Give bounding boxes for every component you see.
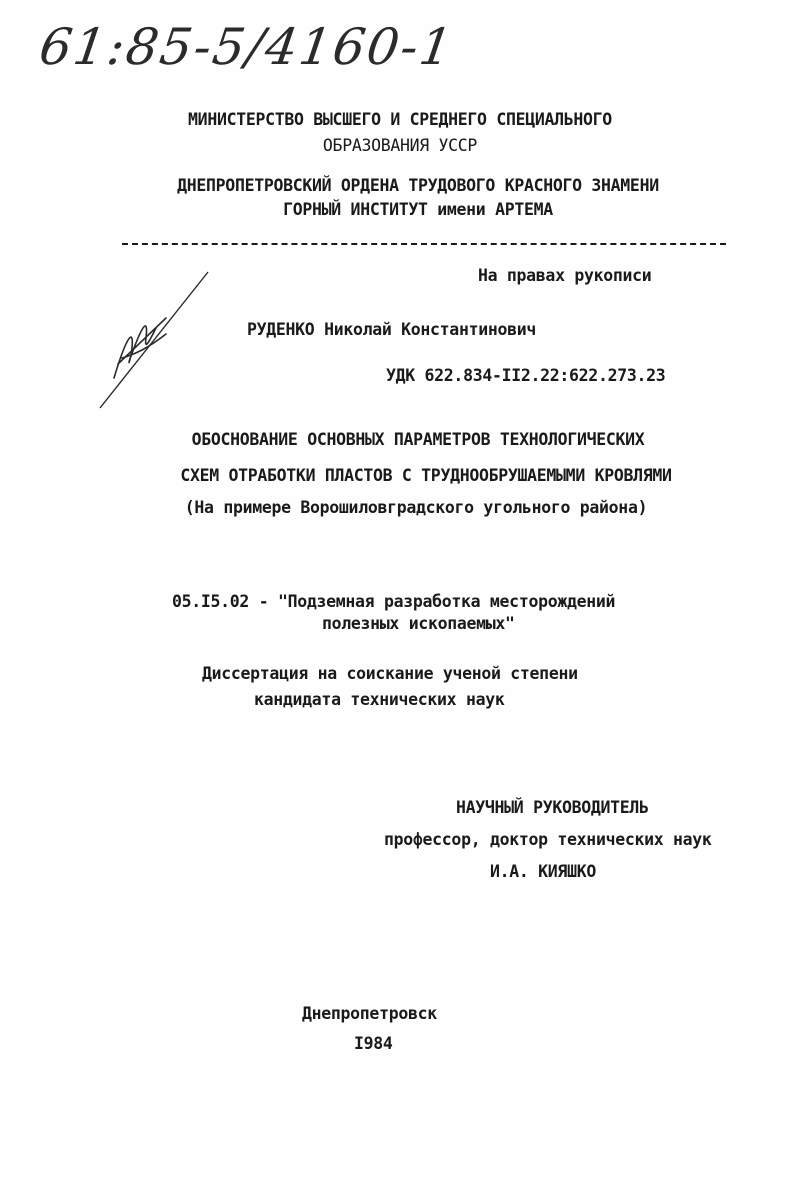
degree-line-2: кандидата технических наук	[254, 690, 505, 709]
specialty-line-2: полезных ископаемых"	[322, 614, 515, 633]
city: Днепропетровск	[302, 1004, 437, 1023]
horizontal-rule	[122, 243, 726, 245]
ministry-line-1: МИНИСТЕРСТВО ВЫСШЕГО И СРЕДНЕГО СПЕЦИАЛЬНОГО	[188, 110, 612, 129]
handwritten-archive-code: 61:85-5/4160-1	[35, 18, 458, 76]
year: I984	[354, 1034, 393, 1053]
specialty-line-1: 05.I5.02 - "Подземная разработка месторождений	[172, 592, 616, 611]
author-name: РУДЕНКО Николай Константинович	[247, 320, 537, 339]
degree-line-1: Диссертация на соискание ученой степени	[202, 664, 578, 683]
institute-line-2: ГОРНЫЙ ИНСТИТУТ имени АРТЕМА	[283, 200, 553, 219]
supervisor-heading: НАУЧНЫЙ РУКОВОДИТЕЛЬ	[456, 798, 649, 817]
signature-icon	[96, 268, 216, 413]
manuscript-rights: На правах рукописи	[478, 266, 652, 285]
ministry-line-2: ОБРАЗОВАНИЯ УССР	[322, 136, 478, 155]
supervisor-title: профессор, доктор технических наук	[384, 830, 712, 849]
title-line-2: СХЕМ ОТРАБОТКИ ПЛАСТОВ С ТРУДНООБРУШАЕМЫМИ КРОВЛЯМИ	[180, 466, 672, 485]
title-line-1: ОБОСНОВАНИЕ ОСНОВНЫХ ПАРАМЕТРОВ ТЕХНОЛОГИЧЕСКИХ	[191, 430, 645, 449]
udk-code: УДК 622.834-II2.22:622.273.23	[386, 366, 666, 385]
supervisor-name: И.А. КИЯШКО	[490, 862, 596, 881]
institute-line-1: ДНЕПРОПЕТРОВСКИЙ ОРДЕНА ТРУДОВОГО КРАСНОГО ЗНАМЕНИ	[177, 176, 659, 195]
title-line-3: (На примере Ворошиловградского угольного района)	[184, 498, 648, 517]
